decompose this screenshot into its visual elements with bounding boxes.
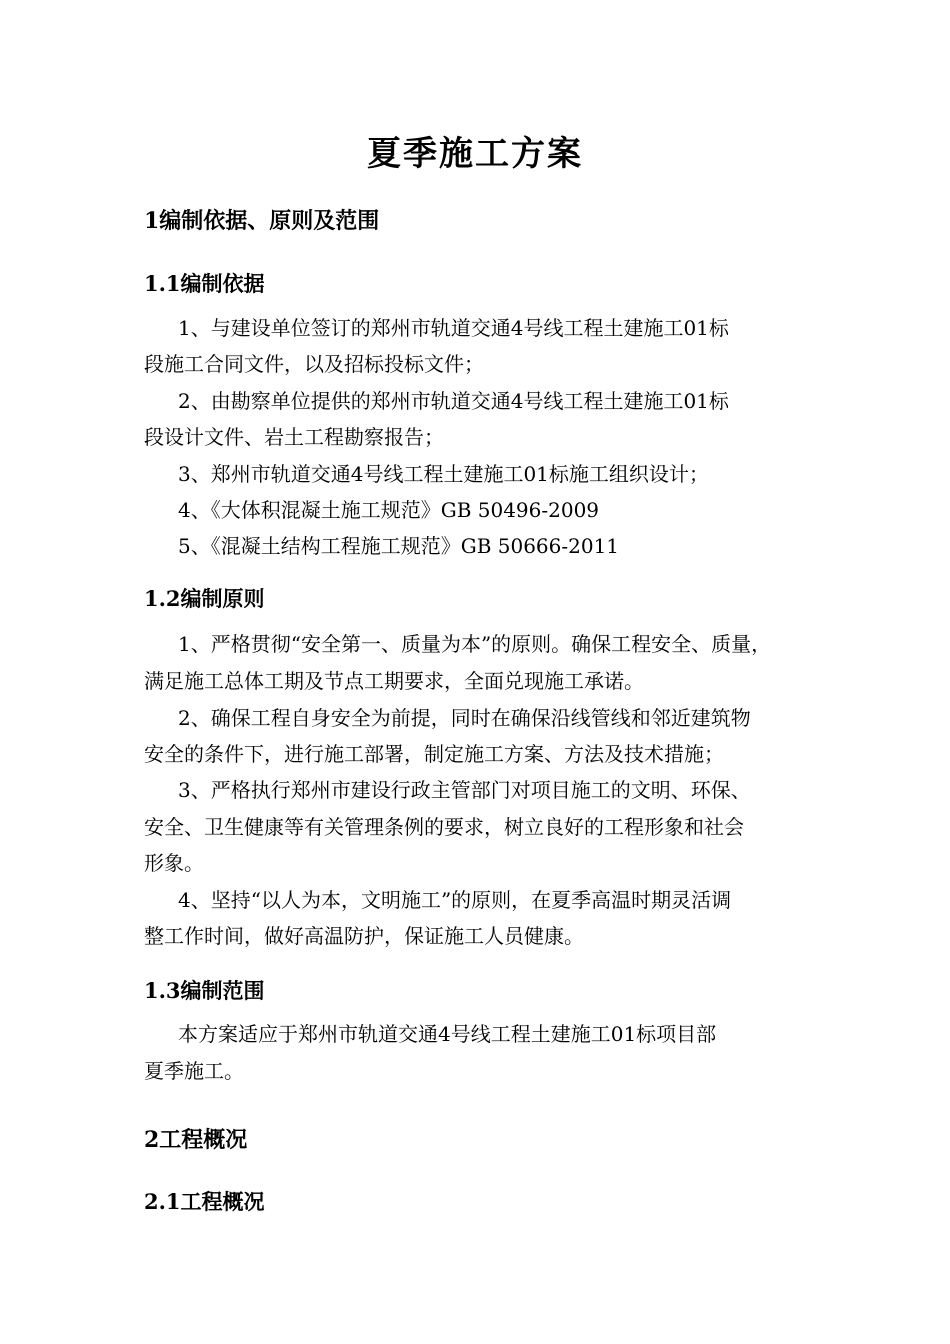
paragraph-line: 本方案适应于郑州市轨道交通4号线工程土建施工01标项目部 <box>178 1022 717 1046</box>
paragraph-line: 3、郑州市轨道交通4号线工程土建施工01标施工组织设计； <box>178 462 709 486</box>
paragraph-line: 形象。 <box>144 851 204 875</box>
section-heading-1-3: 1.3编制范围 <box>144 978 265 1003</box>
paragraph-line: 安全的条件下，进行施工部署，制定施工方案、方法及技术措施； <box>144 742 724 766</box>
paragraph-line: 1、与建设单位签订的郑州市轨道交通4号线工程土建施工01标 <box>178 316 729 340</box>
paragraph-line: 4、坚持“以人为本，文明施工”的原则，在夏季高温时期灵活调 <box>178 888 732 912</box>
paragraph-line: 段施工合同文件，以及招标投标文件； <box>144 352 484 376</box>
section-heading-1-2: 1.2编制原则 <box>144 586 265 611</box>
paragraph-line: 安全、卫生健康等有关管理条例的要求，树立良好的工程形象和社会 <box>144 815 744 839</box>
paragraph-line: 4、《大体积混凝土施工规范》GB 50496-2009 <box>178 498 600 522</box>
paragraph-line: 满足施工总体工期及节点工期要求，全面兑现施工承诺。 <box>144 669 644 693</box>
section-heading-1: 1编制依据、原则及范围 <box>144 208 380 234</box>
paragraph-line: 整工作时间，做好高温防护，保证施工人员健康。 <box>144 924 584 948</box>
paragraph-line: 段设计文件、岩土工程勘察报告； <box>144 425 444 449</box>
section-heading-1-1: 1.1编制依据 <box>144 271 265 296</box>
paragraph-line: 2、由勘察单位提供的郑州市轨道交通4号线工程土建施工01标 <box>178 389 729 413</box>
section-heading-2-1: 2.1工程概况 <box>144 1189 265 1214</box>
paragraph-line: 2、确保工程自身安全为前提，同时在确保沿线管线和邻近建筑物 <box>178 706 751 730</box>
document-title: 夏季施工方案 <box>367 134 583 174</box>
section-heading-2: 2工程概况 <box>144 1127 248 1153</box>
paragraph-line: 1、严格贯彻“安全第一、质量为本”的原则。确保工程安全、质量， <box>178 632 772 656</box>
paragraph-line: 3、严格执行郑州市建设行政主管部门对项目施工的文明、环保、 <box>178 778 751 802</box>
paragraph-line: 5、《混凝土结构工程施工规范》GB 50666-2011 <box>178 534 620 558</box>
paragraph-line: 夏季施工。 <box>144 1059 244 1083</box>
